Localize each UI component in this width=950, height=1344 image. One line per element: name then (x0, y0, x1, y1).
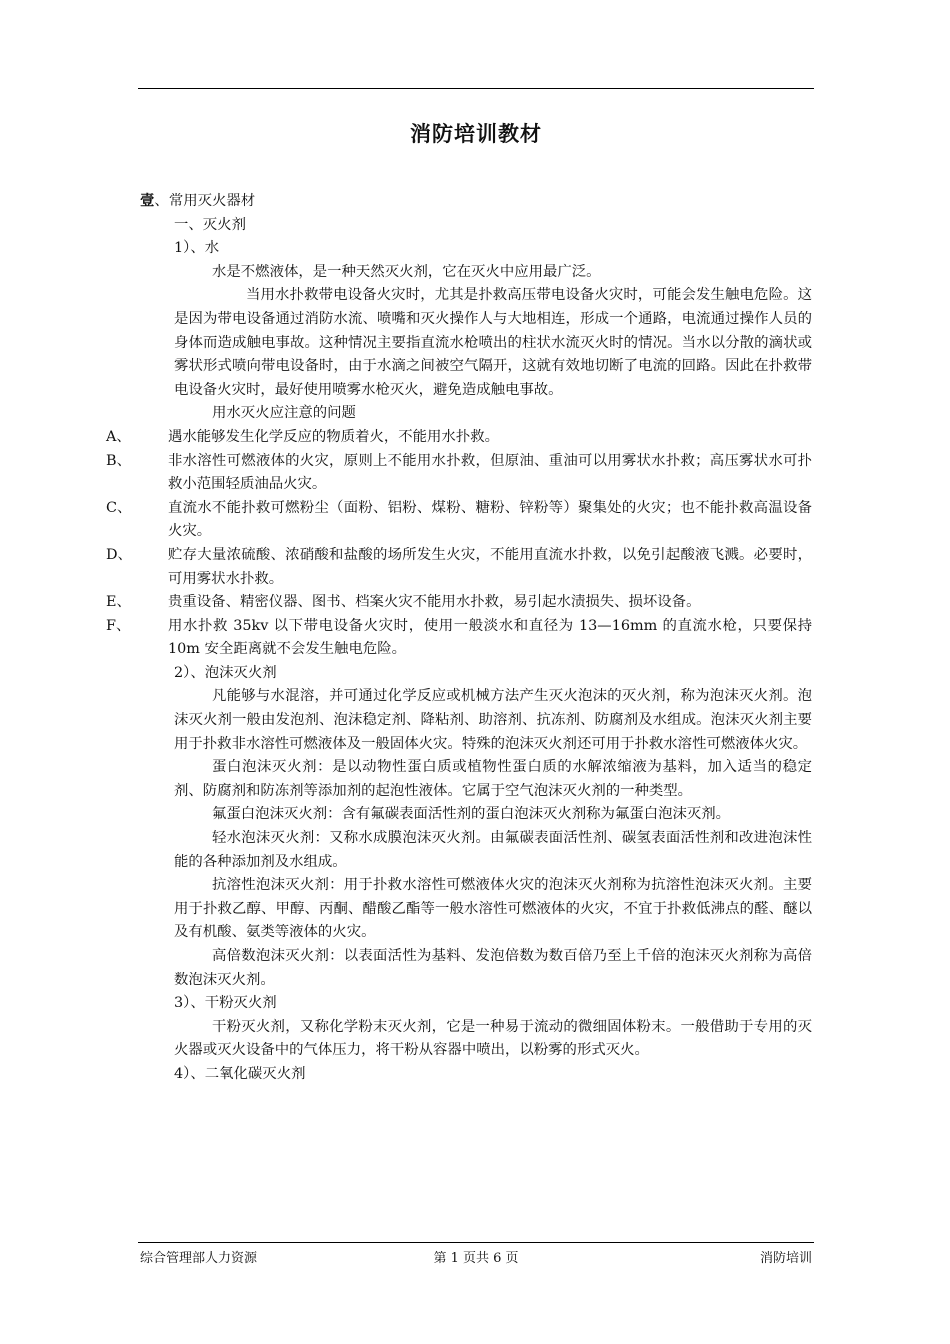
section-heading (140, 189, 812, 214)
document-body (106, 189, 812, 1087)
section-number: 壹 (140, 192, 155, 209)
paragraph: 高倍数泡沫灭火剂：以表面活性为基料、发泡倍数为数百倍乃至上千倍的泡沫灭火剂称为高倍数泡沫灭火剂。 (174, 948, 812, 988)
paragraph: 蛋白泡沫灭火剂：是以动物性蛋白质或植物性蛋白质的水解浓缩液为基料，加入适当的稳定剂、防腐剂和防冻剂等添加剂的起泡性液体。它属于空气泡沫灭火剂的一种类型。 (174, 759, 812, 799)
list-marker: F、 (106, 617, 131, 634)
paragraph: 凡能够与水混溶，并可通过化学反应或机械方法产生灭火泡沫的灭火剂，称为泡沫灭火剂。泡沫灭火剂一般由发泡剂、泡沫稳定剂、降粘剂、助溶剂、抗冻剂、防腐剂及水组成。泡沫灭火剂主要用于扑救非水溶性可燃液体及一般固体火灾。特殊的泡沫灭火剂还可用于扑救水溶性可燃液体火灾。 (174, 688, 812, 752)
notice-heading: 用水灭火应注意的问题 (212, 405, 356, 422)
paragraph: 氟蛋白泡沫灭火剂：含有氟碳表面活性剂的蛋白泡沫灭火剂称为氟蛋白泡沫灭剂。 (212, 806, 731, 823)
paragraph: 轻水泡沫灭火剂：又称水成膜泡沫灭火剂。由氟碳表面活性剂、碳氢表面活性剂和改进泡沫性能的各种添加剂及水组成。 (174, 830, 812, 870)
subsection-heading: 一、灭火剂 (174, 216, 246, 233)
topic-heading-powder: 3）、干粉灭火剂 (174, 995, 277, 1012)
list-text: 贮存大量浓硫酸、浓硝酸和盐酸的场所发生火灾，不能用直流水扑救，以免引起酸液飞溅。必要时，可用雾状水扑救。 (168, 546, 812, 587)
topic-heading-foam: 2）、泡沫灭火剂 (174, 664, 277, 681)
list-text: 遇水能够发生化学反应的物质着火，不能用水扑救。 (168, 428, 499, 445)
list-item (106, 591, 812, 615)
paragraph: 干粉灭火剂，又称化学粉末灭火剂，它是一种易于流动的微细固体粉末。一般借助于专用的灭火器或灭火设备中的气体压力，将干粉从容器中喷出，以粉雾的形式灭火。 (174, 1018, 812, 1059)
footer-page-number: 第 1 页共 6 页 (433, 1251, 519, 1266)
list-marker: A、 (106, 428, 131, 445)
list-item (106, 615, 812, 662)
section-title: 常用灭火器材 (168, 193, 256, 209)
list-item (106, 450, 812, 497)
section-separator: 、 (154, 193, 169, 209)
footer-rule (138, 1242, 814, 1243)
paragraph: 抗溶性泡沫灭火剂：用于扑救水溶性可燃液体火灾的泡沫灭火剂称为抗溶性泡沫灭火剂。主要用于扑救乙醇、甲醇、丙酮、醋酸乙酯等一般水溶性可燃液体的火灾，不宜于扑救低沸点的醛、醚以及有机酸、氨类等液体的火灾。 (174, 877, 812, 941)
topic-heading-co2: 4）、二氧化碳灭火剂 (174, 1065, 306, 1082)
document-title: 消防培训教材 (410, 122, 542, 146)
list-item (106, 426, 812, 450)
list-marker: E、 (106, 594, 131, 611)
paragraph: 当用水扑救带电设备火灾时，尤其是扑救高压带电设备火灾时，可能会发生触电危险。这是因为带电设备通过消防水流、喷嘴和灭火操作人与大地相连，形成一个通路，电流通过操作人员的身体而造成触电事故。这种情况主要指直流水枪喷出的柱状水流灭火时的情况。当水以分散的滴状或雾状形式喷向带电设备时，由于水滴之间被空气隔开，这就有效地切断了电流的回路。因此在扑救带电设备火灾时，最好使用喷雾水枪灭火，避免造成触电事故。 (174, 287, 812, 398)
footer-doc-name: 消防培训 (759, 1251, 812, 1266)
list-marker: C、 (106, 499, 132, 516)
paragraph: 水是不燃液体，是一种天然灭火剂，它在灭火中应用最广泛。 (212, 263, 601, 280)
footer-department: 综合管理部人力资源 (140, 1251, 258, 1266)
list-item (106, 544, 812, 591)
header-rule (138, 88, 814, 89)
list-text: 贵重设备、精密仪器、图书、档案火灾不能用水扑救，易引起水渍损失、损坏设备。 (168, 594, 701, 611)
list-text: 非水溶性可燃液体的火灾，原则上不能用水扑救，但原油、重油可以用雾状水扑救；高压雾状水可扑救小范围轻质油品火灾。 (168, 452, 812, 493)
list-marker: D、 (106, 546, 132, 563)
list-text: 直流水不能扑救可燃粉尘（面粉、铝粉、煤粉、糖粉、锌粉等）聚集处的火灾；也不能扑救高温设备火灾。 (168, 499, 812, 540)
list-text: 用水扑救 35kv 以下带电设备火灾时，使用一般淡水和直径为 13—16mm 的直流水枪，只要保持 10m 安全距离就不会发生触电危险。 (168, 617, 812, 658)
list-marker: B、 (106, 452, 131, 469)
topic-heading-water: 1）、水 (174, 240, 220, 257)
list-item (106, 497, 812, 544)
